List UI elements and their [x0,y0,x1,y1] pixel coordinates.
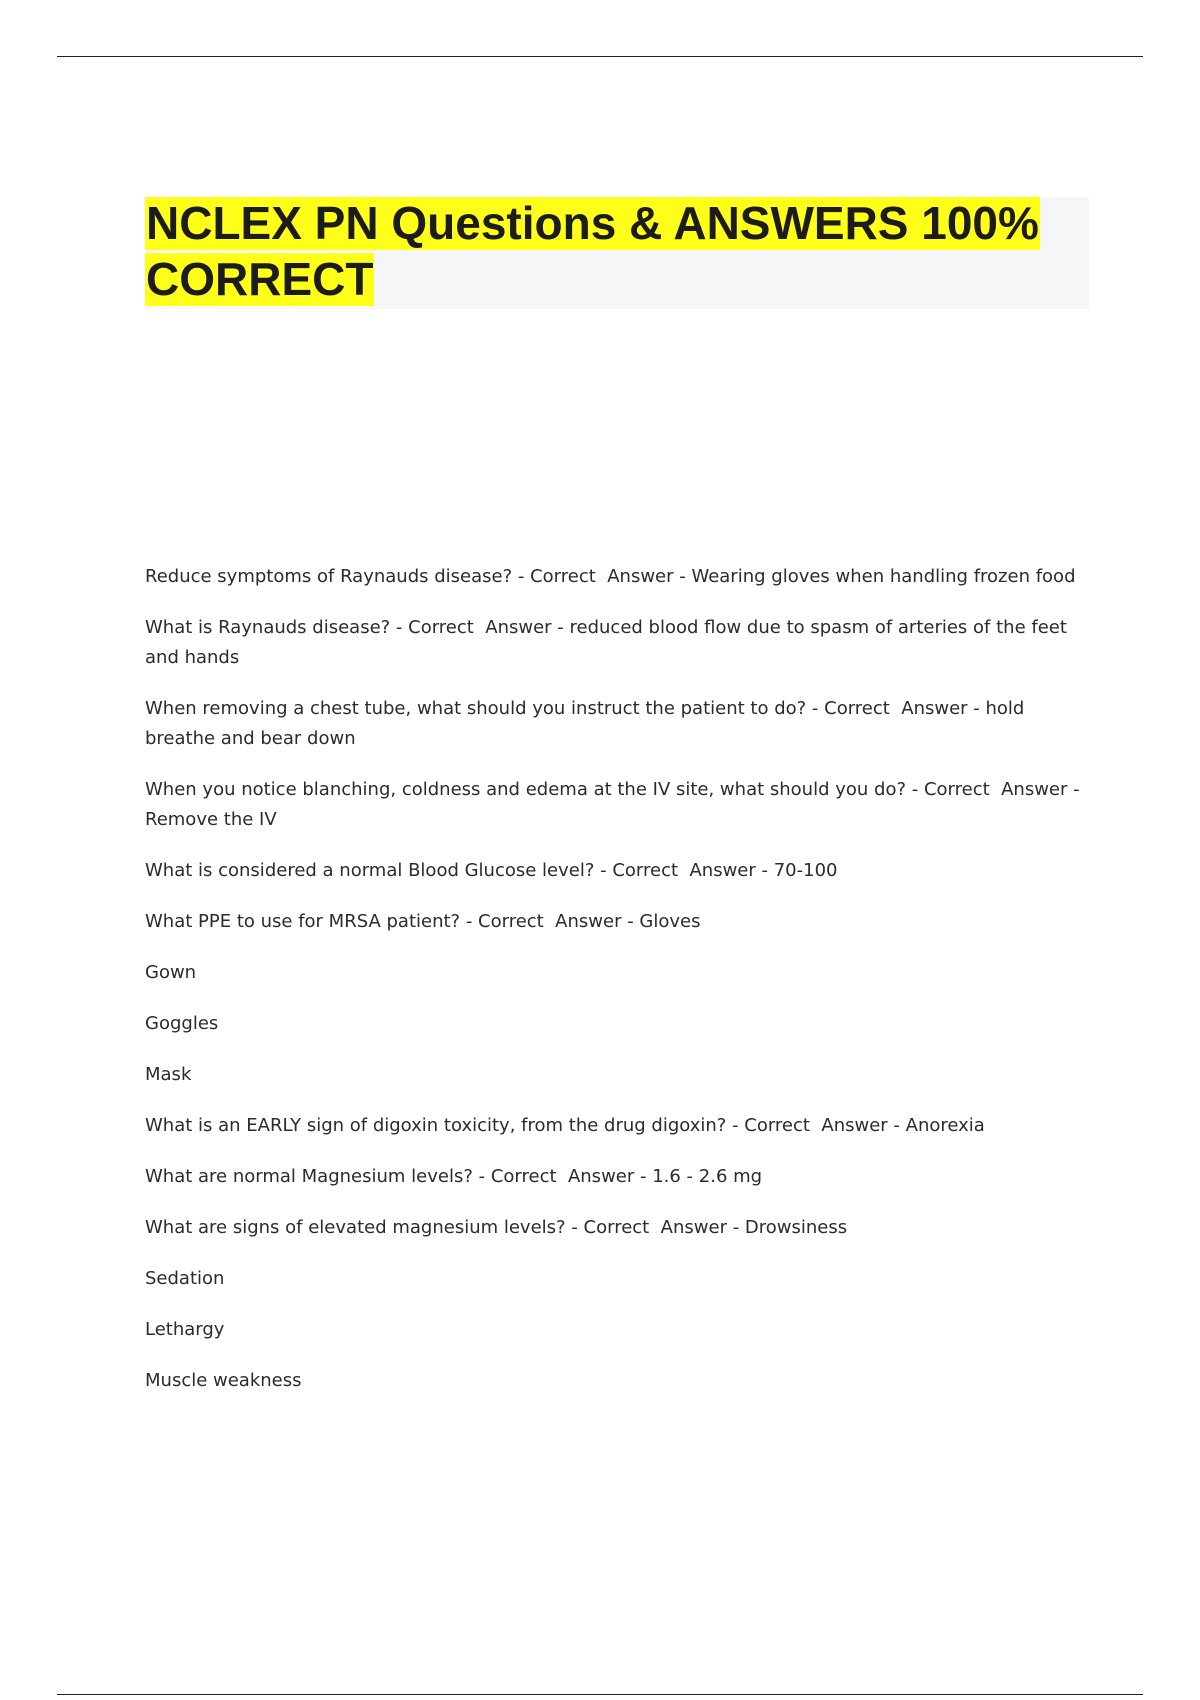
qa-paragraph: What is Raynauds disease? - Correct Answer - reduced blood flow due to spasm of arteries of the feet and hands [145,617,1073,668]
qa-paragraph: What are signs of elevated magnesium levels? - Correct Answer - Drowsiness [145,1217,848,1238]
qa-paragraph: When you notice blanching, coldness and edema at the IV site, what should you do? - Correct Answer - Remove the IV [145,779,1086,830]
qa-paragraph: What is an EARLY sign of digoxin toxicity, from the drug digoxin? - Correct Answer - Anorexia [145,1115,985,1136]
document-title [145,197,1089,309]
header-rule [57,56,1143,57]
answer-list-item: Sedation [145,1268,225,1289]
qa-body [145,562,1085,1417]
answer-list-item: Goggles [145,1013,219,1034]
qa-paragraph: Reduce symptoms of Raynauds disease? - Correct Answer - Wearing gloves when handling frozen food [145,566,1076,587]
footer-rule [57,1694,1143,1695]
answer-list-item: Gown [145,962,197,983]
title-line-1: NCLEX PN Questions & ANSWERS 100% [146,197,1039,249]
qa-paragraph: What is considered a normal Blood Glucose level? - Correct Answer - 70-100 [145,860,838,881]
qa-paragraph: When removing a chest tube, what should you instruct the patient to do? - Correct Answer - hold breathe and bear down [145,698,1031,749]
answer-list-item: Mask [145,1064,192,1085]
answer-list-item: Muscle weakness [145,1370,302,1391]
qa-paragraph: What are normal Magnesium levels? - Correct Answer - 1.6 - 2.6 mg [145,1166,763,1187]
answer-list-item: Lethargy [145,1319,225,1340]
qa-paragraph: What PPE to use for MRSA patient? - Correct Answer - Gloves [145,911,701,932]
title-line-2: CORRECT [146,253,374,305]
